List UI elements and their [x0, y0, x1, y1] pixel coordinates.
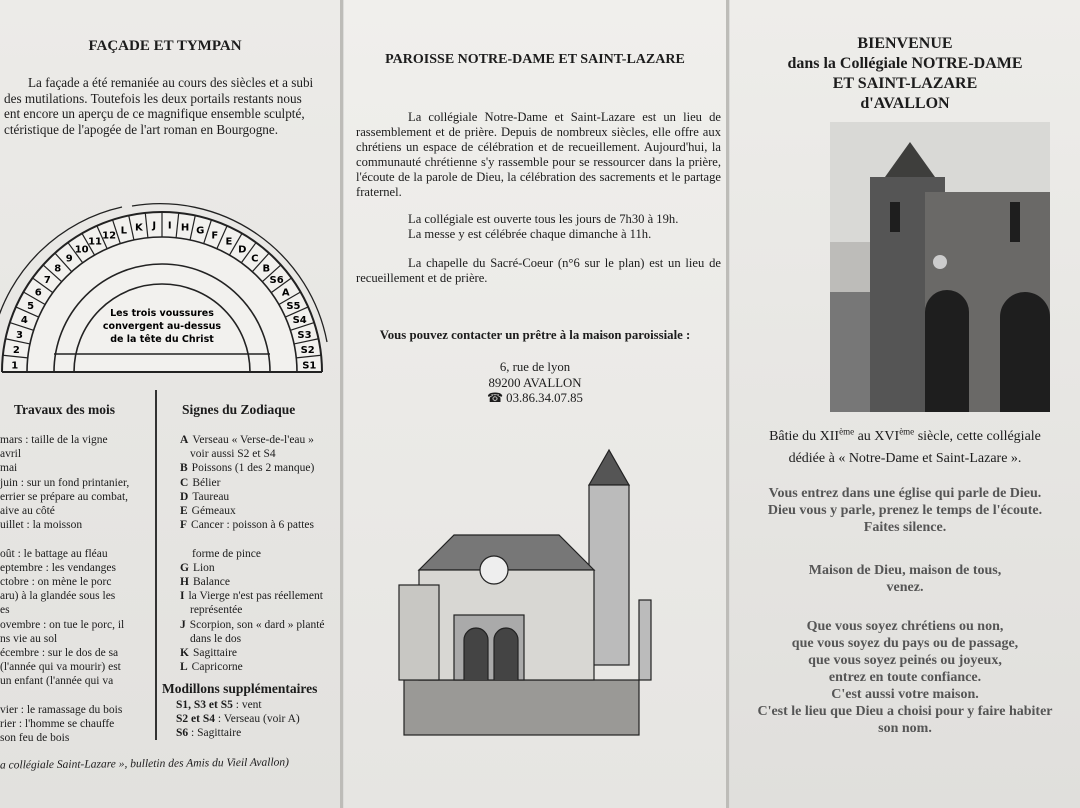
travaux-item: es	[0, 604, 10, 617]
zodiac-letter: C	[180, 476, 189, 489]
travaux-item: eptembre : les vendanges	[0, 561, 116, 574]
zodiac-text: Bélier	[192, 476, 221, 489]
voussoir-label: 3	[16, 329, 24, 341]
voussoir-label: B	[262, 263, 271, 275]
travaux-item: écembre : sur le dos de sa	[0, 647, 119, 660]
voussoir-label: G	[196, 225, 205, 237]
message-line: entrez en toute confiance.	[828, 670, 982, 685]
voussoir-label: A	[281, 287, 290, 299]
diagram-caption: convergent au-dessus	[102, 321, 222, 332]
zodiac-item	[180, 504, 325, 518]
modillon-code: S1, S3 et S5	[176, 699, 233, 711]
zodiac-text: dans le dos	[190, 632, 242, 645]
zodiac-item	[180, 660, 325, 674]
voussoir-label: C	[251, 253, 259, 265]
voussoir-label: 10	[74, 244, 89, 256]
zodiac-item	[180, 447, 325, 461]
zodiac-text: forme de pince	[192, 547, 261, 560]
zodiac-item	[180, 490, 325, 504]
message-line: Dieu vous y parle, prenez le temps de l'écoute.	[767, 503, 1043, 518]
zodiac-item	[180, 589, 325, 603]
message-3	[730, 618, 1080, 737]
travaux-item: oût : le battage au fléau	[0, 547, 108, 560]
middle-panel	[344, 0, 726, 808]
voussoir-label: S3	[297, 329, 312, 341]
zodiac-item	[180, 433, 325, 447]
modillon-item	[176, 726, 300, 740]
construction-note	[730, 428, 1080, 445]
voussoir-label: 12	[102, 230, 117, 242]
mass-time: La messe y est célébrée chaque dimanche à 11h.	[408, 227, 652, 241]
right-panel	[730, 0, 1080, 808]
zodiac-letter: I	[180, 590, 185, 603]
source-note: a collégiale Saint-Lazare », bulletin des Amis du Vieil Avallon)	[0, 756, 290, 772]
modillons-list	[176, 698, 300, 741]
zodiac-item	[180, 646, 325, 660]
fold-line	[340, 0, 343, 808]
voussoir-label: S6	[269, 275, 284, 287]
voussoir-label: I	[167, 220, 172, 232]
intro-line: La façade a été remaniée au cours des siècles et a subi	[28, 75, 314, 90]
modillon-text: : Sagittaire	[188, 727, 242, 740]
zodiac-text: Sagittaire	[192, 647, 238, 660]
voussoir-label: K	[135, 222, 143, 234]
zodiac-letter: D	[180, 490, 189, 503]
voussoir-label: S2	[300, 344, 315, 356]
voussoir-label: 6	[34, 287, 42, 299]
travaux-item	[0, 532, 129, 546]
message-line: C'est le lieu que Dieu a choisi pour y faire habiter	[757, 704, 1053, 719]
title-line: dans la Collégiale NOTRE-DAME	[787, 55, 1023, 72]
travaux-item: (l'année qui va mourir) est	[0, 661, 121, 674]
left-panel	[0, 0, 340, 808]
phone-line	[344, 391, 726, 407]
message-2	[730, 562, 1080, 596]
modillon-text: : Verseau (voir A)	[214, 713, 300, 726]
voussoir-label: 4	[20, 315, 28, 327]
zodiac-letter: K	[180, 647, 189, 660]
message-line: que vous soyez peinés ou joyeux,	[808, 653, 1002, 668]
message-line: son nom.	[878, 721, 932, 736]
travaux-item: aive au côté	[0, 505, 55, 518]
travaux-item: son feu de bois	[0, 732, 70, 745]
zodiac-letter: B	[180, 462, 188, 475]
facade-intro	[4, 75, 336, 137]
voussoir-label: E	[225, 236, 233, 248]
welcome-title	[730, 34, 1080, 114]
phone-icon: ☎	[487, 391, 507, 405]
travaux-item: mai	[0, 462, 18, 475]
travaux-item: ovembre : on tue le porc, il	[0, 618, 125, 631]
modillon-text: : vent	[232, 699, 262, 711]
zodiac-text: Lion	[192, 561, 215, 574]
modillon-code: S6	[176, 727, 189, 740]
column-divider	[155, 390, 157, 740]
opening-hours: La collégiale est ouverte tous les jours de 7h30 à 19h.	[408, 212, 679, 226]
message-line: C'est aussi votre maison.	[831, 687, 979, 702]
voussoir-label: S4	[292, 315, 307, 327]
voussoir-label: 9	[65, 253, 73, 265]
travaux-item: ctobre : on mène le porc	[0, 576, 112, 589]
travaux-item: uillet : la moisson	[0, 519, 83, 532]
modillons-title: Modillons supplémentaires	[162, 681, 318, 696]
title-line: d'AVALLON	[860, 95, 950, 112]
modillon-code: S2 et S4	[176, 713, 215, 726]
zodiac-text: Cancer : poisson à 6 pattes	[191, 519, 314, 532]
voussoir-label: F	[211, 230, 219, 242]
travaux-item: vier : le ramassage du bois	[0, 703, 123, 716]
wall-hatching	[404, 680, 639, 735]
voussoir-label: D	[238, 244, 247, 256]
voussoir-label: 11	[88, 236, 102, 248]
dedication: dédiée à « Notre-Dame et Saint-Lazare ».	[788, 451, 1022, 466]
message-1	[730, 485, 1080, 536]
voussoir-label: L	[120, 225, 128, 237]
voussoir-label: 8	[54, 263, 62, 275]
parish-description: La collégiale Notre-Dame et Saint-Lazare est un lieu de rassemblement et de prière. Depuis de nombreux siècles, elle offre aux chrétiens un espace de célébration et de recueillement. Aujourd'hui, la communauté chrétienne s'y rassemble pour se ressourcer dans la prière, l'écoute de la parole de Dieu, la célébration des sacrements et le partage fraternel.	[356, 110, 721, 199]
zodiac-text: représentée	[190, 604, 243, 617]
zodiac-item	[180, 518, 325, 532]
zodiac-text: Verseau « Verse-de-l'eau »	[192, 434, 314, 446]
sup: ème	[899, 426, 915, 437]
zodiac-text: Poissons (1 des 2 manque)	[191, 462, 315, 475]
travaux-item: mars : taille de la vigne	[0, 434, 108, 446]
zodiac-item	[180, 476, 325, 490]
phone-number: 03.86.34.07.85	[506, 391, 583, 405]
zodiac-letter: J	[180, 618, 186, 631]
church-drawing	[394, 440, 654, 740]
zodiac-item	[180, 461, 325, 475]
built-text: au XVI	[854, 429, 900, 444]
zodiac-item	[180, 575, 325, 589]
church-photo	[830, 122, 1050, 412]
message-line: Maison de Dieu, maison de tous,	[808, 563, 1002, 578]
zodiac-text	[183, 533, 193, 545]
zodiac-text: Balance	[192, 576, 230, 589]
modillon-item	[176, 698, 300, 712]
travaux-item: aru) à la glandée sous les	[0, 590, 116, 603]
diagram-caption: de la tête du Christ	[110, 334, 214, 345]
zodiac-item	[180, 618, 325, 632]
travaux-item: avril	[0, 448, 22, 461]
zodiac-text: Gémeaux	[191, 505, 236, 518]
message-line: Vous entrez dans une église qui parle de Dieu.	[768, 486, 1042, 501]
zodiac-text: Taureau	[192, 490, 230, 503]
voussoir-label: 1	[11, 360, 19, 372]
zodiac-letter: L	[180, 661, 188, 674]
message-line: que vous soyez du pays ou de passage,	[791, 636, 1019, 651]
parish-text	[356, 110, 721, 286]
intro-line: des mutilations. Toutefois les deux portails restants nous	[4, 90, 302, 106]
zodiac-item	[180, 561, 325, 575]
zodiac-title: Signes du Zodiaque	[182, 402, 296, 417]
diagram-caption: Les trois voussures	[110, 308, 214, 319]
travaux-item: juin : sur un fond printanier,	[0, 476, 130, 489]
zodiac-letter: H	[180, 576, 189, 589]
voussoir-label: 7	[43, 275, 51, 287]
travaux-item	[0, 689, 129, 703]
zodiac-text: Scorpion, son « dard » planté	[189, 618, 325, 631]
sup: ème	[839, 426, 855, 437]
contact-heading: Vous pouvez contacter un prêtre à la maison paroissiale :	[379, 328, 691, 342]
travaux-item: un enfant (l'année qui va	[0, 675, 114, 688]
address-city: 89200 AVALLON	[488, 375, 582, 390]
built-text: Bâtie du XII	[769, 429, 840, 444]
chapel-note: La chapelle du Sacré-Coeur (n°6 sur le plan) est un lieu de recueillement et de prière.	[356, 256, 721, 285]
travaux-list	[0, 433, 129, 745]
zodiac-item	[180, 532, 325, 546]
fold-line	[726, 0, 729, 808]
zodiac-item	[180, 632, 325, 646]
message-line: venez.	[886, 580, 924, 595]
modillon-item	[176, 712, 300, 726]
address-block	[344, 360, 726, 407]
intro-line: ctéristique de l'apogée de l'art roman en Bourgogne.	[4, 121, 279, 137]
voussoir-label: J	[152, 220, 157, 232]
title-line: BIENVENUE	[857, 35, 953, 52]
intro-line: ent encore un aperçu de ce magnifique ensemble sculpté,	[4, 106, 305, 121]
zodiac-text: Capricorne	[191, 661, 243, 674]
zodiac-letter: G	[180, 561, 189, 574]
zodiac-text: la Vierge n'est pas réellement	[188, 590, 323, 603]
message-line: Faites silence.	[863, 520, 947, 535]
travaux-item: rier : l'homme se chauffe	[0, 718, 115, 731]
voussoir-label: 5	[27, 301, 35, 313]
zodiac-letter: E	[180, 505, 188, 518]
zodiac-item	[180, 547, 325, 561]
voussoir-label: 2	[12, 344, 20, 356]
parish-title: PAROISSE NOTRE-DAME ET SAINT-LAZARE	[385, 52, 685, 67]
zodiac-list	[180, 433, 325, 674]
message-line: Que vous soyez chrétiens ou non,	[806, 619, 1004, 634]
zodiac-item	[180, 603, 325, 617]
address-street: 6, rue de lyon	[499, 360, 571, 374]
travaux-item: errier se prépare au combat,	[0, 490, 129, 503]
built-text: siècle, cette collégiale	[914, 429, 1041, 444]
title-line: ET SAINT-LAZARE	[832, 75, 978, 92]
voussoir-label: H	[180, 222, 190, 234]
travaux-item: ns vie au sol	[0, 632, 58, 645]
zodiac-letter: A	[180, 434, 189, 446]
zodiac-letter: F	[180, 519, 188, 532]
tympan-diagram	[0, 160, 340, 380]
facade-title: FAÇADE ET TYMPAN	[88, 38, 242, 54]
travaux-title: Travaux des mois	[14, 402, 116, 417]
voussoir-label: S1	[302, 360, 317, 372]
voussoir-label: S5	[286, 301, 301, 313]
zodiac-text: voir aussi S2 et S4	[190, 448, 276, 461]
